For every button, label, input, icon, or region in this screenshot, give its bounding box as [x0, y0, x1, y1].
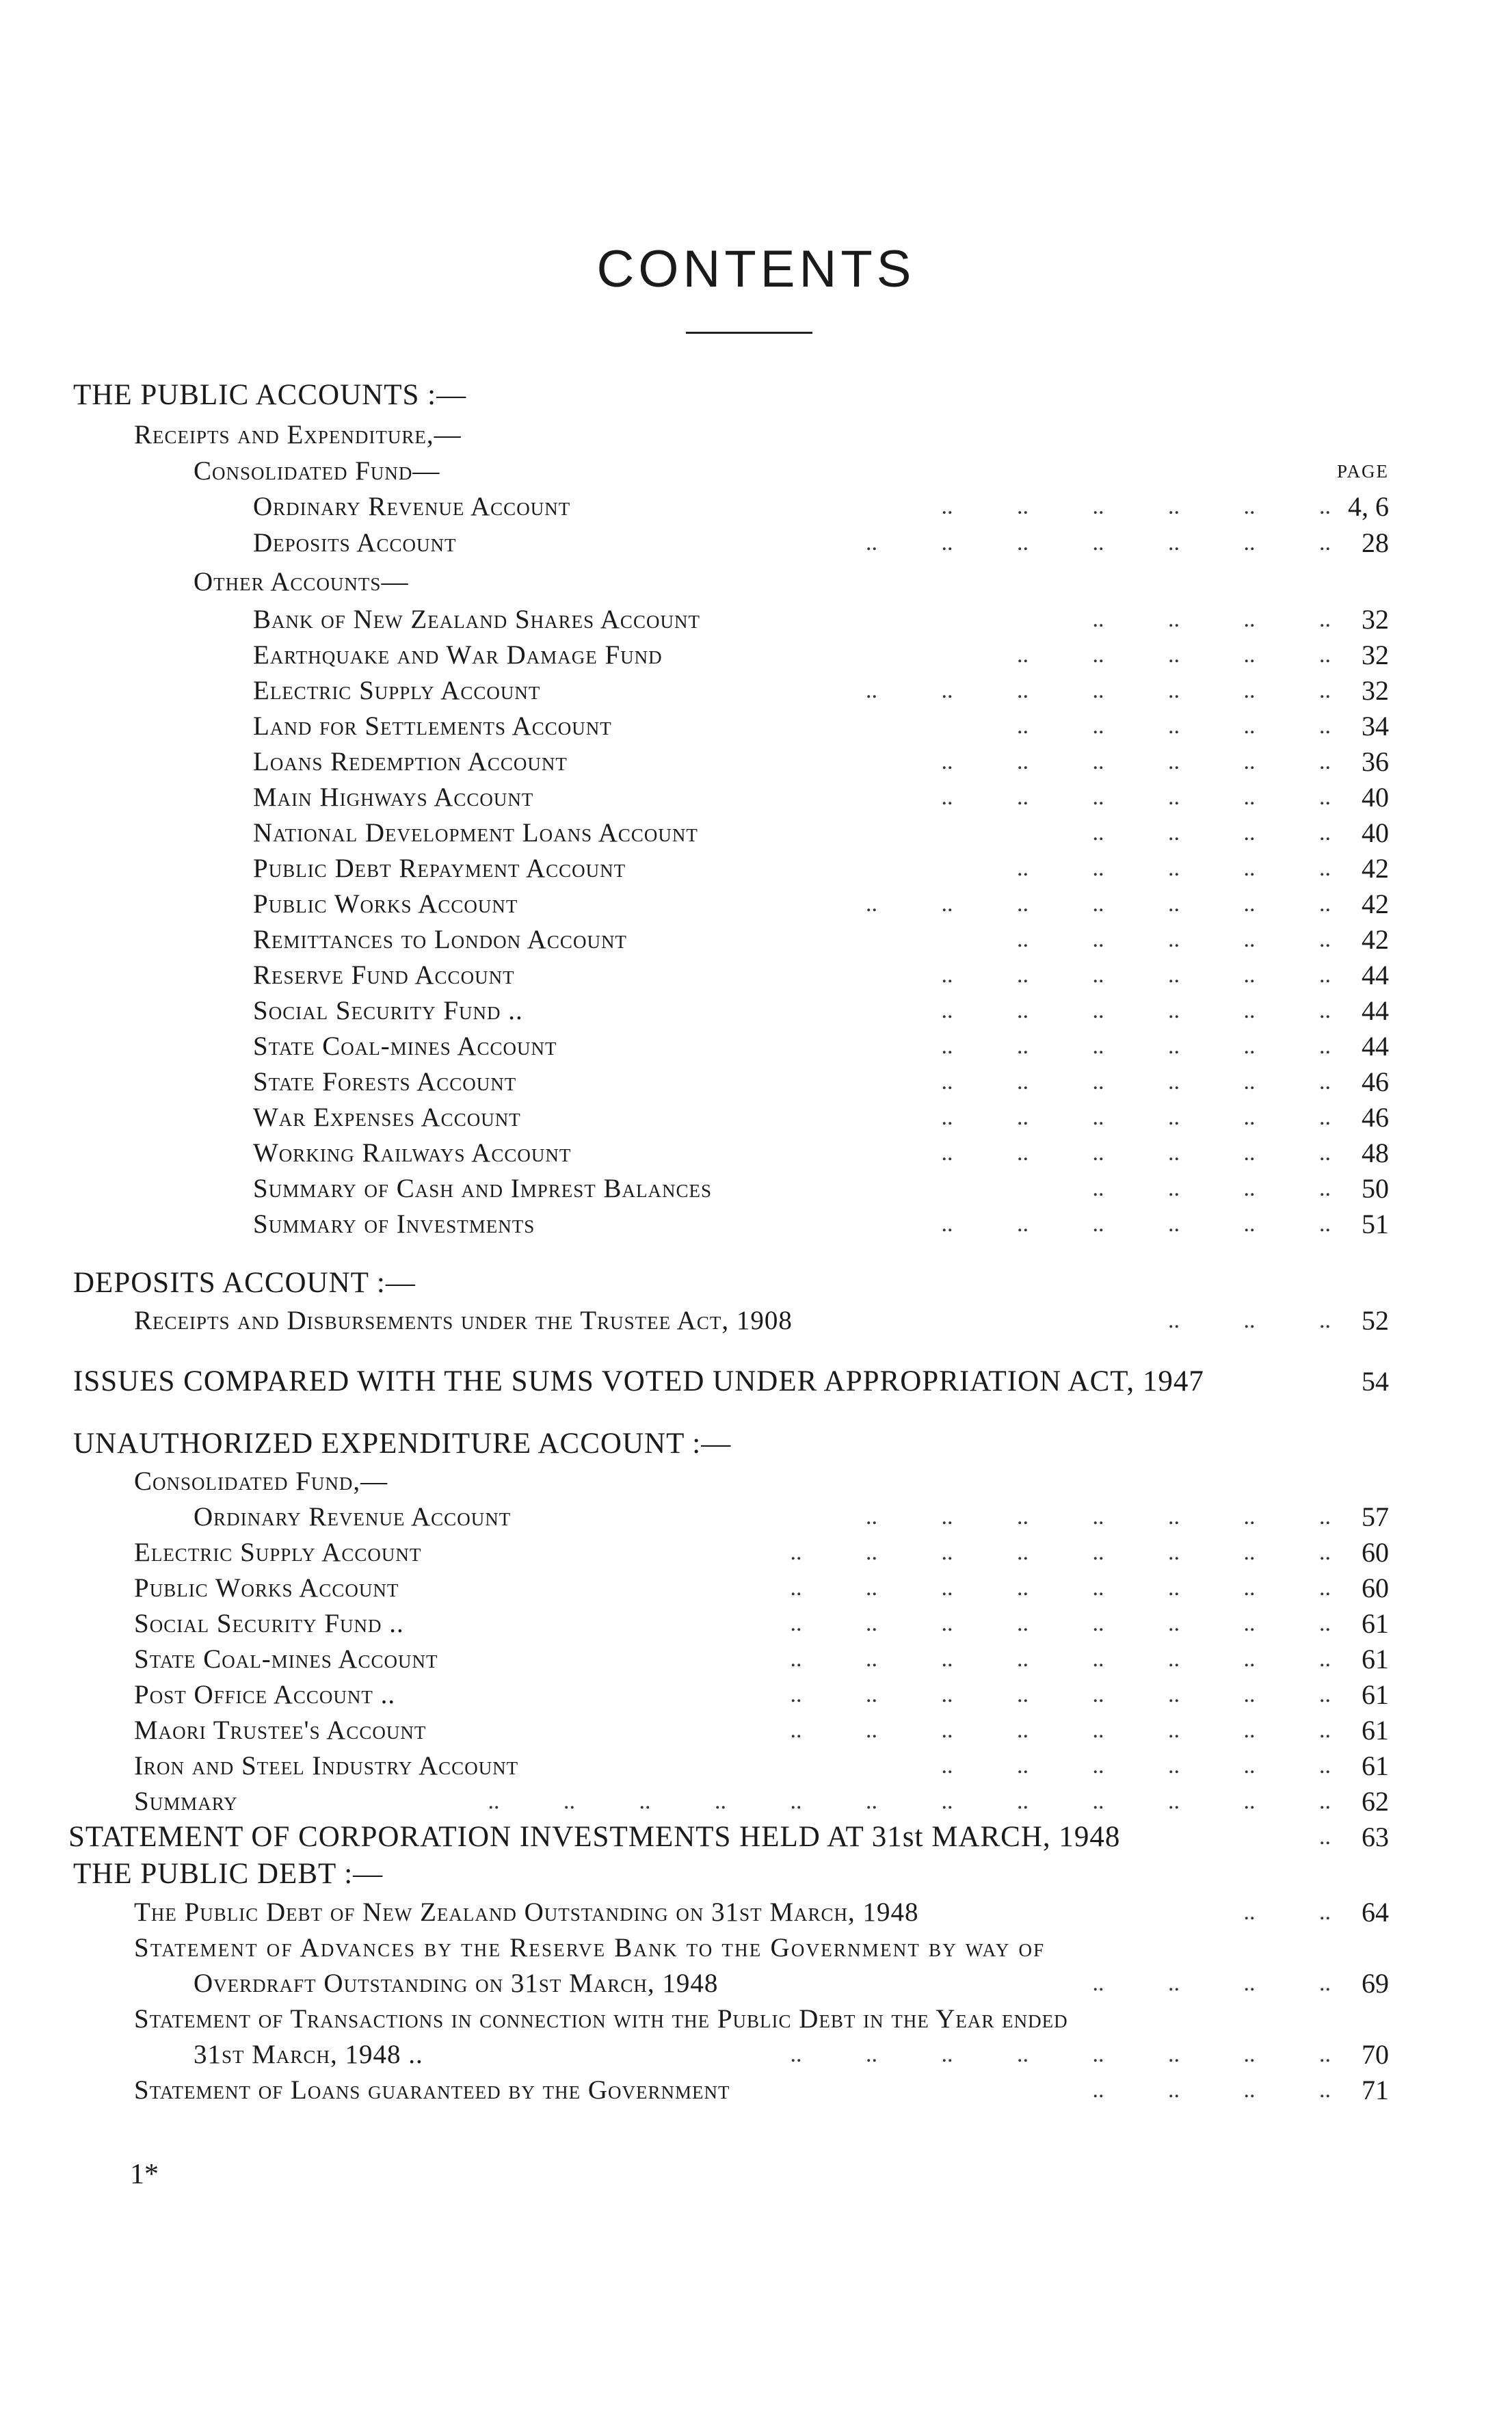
- toc-entry[interactable]: [0, 1966, 1512, 2001]
- toc-entry[interactable]: [0, 1748, 1512, 1784]
- toc-entry[interactable]: [0, 851, 1512, 886]
- toc-entry-title: Deposits Account: [253, 528, 457, 557]
- toc-entry-page: 69: [1362, 1968, 1389, 1999]
- toc-entry-title: Statement of Transactions in connection with the Public Debt in the Year ended: [134, 2004, 1068, 2034]
- toc-entry[interactable]: [0, 1535, 1512, 1571]
- toc-entry[interactable]: [0, 1606, 1512, 1642]
- toc-entry[interactable]: [0, 1100, 1512, 1135]
- leader-dots: .. .. .. .. .. ..: [941, 998, 1331, 1023]
- leader-dots: .. .. .. .. .. .. .. ..: [790, 1682, 1331, 1707]
- toc-entry-page: 57: [1362, 1501, 1389, 1532]
- toc-entry-title: Public Debt Repayment Account: [253, 854, 626, 883]
- toc-entry-title: Post Office Account ..: [134, 1680, 396, 1709]
- toc-entry-title: State Coal-mines Account: [134, 1644, 438, 1674]
- toc-entry-title: War Expenses Account: [253, 1103, 521, 1132]
- toc-entry-title: Statement of Loans guaranteed by the Government: [134, 2075, 730, 2105]
- toc-entry-title: Statement of Advances by the Reserve Bank to the Government by way of: [134, 1933, 1046, 1962]
- toc-entry-page: 71: [1362, 2075, 1389, 2105]
- toc-entry-page: 42: [1362, 889, 1389, 919]
- toc-entry[interactable]: [0, 709, 1512, 744]
- toc-entry[interactable]: [0, 1571, 1512, 1606]
- leader-dots: .. .. .. .. .. ..: [941, 1753, 1331, 1778]
- toc-entry-page: 40: [1362, 817, 1389, 848]
- toc-entry-title: Main Highways Account: [253, 783, 534, 812]
- toc-entry-page: 60: [1362, 1573, 1389, 1603]
- toc-entry-page: 32: [1362, 675, 1389, 706]
- toc-heading-text: UNAUTHORIZED EXPENDITURE ACCOUNT :—: [73, 1428, 732, 1460]
- page-title: CONTENTS: [596, 240, 916, 298]
- toc-entry-page: 28: [1362, 527, 1389, 558]
- toc-entry-page: 40: [1362, 782, 1389, 813]
- toc-entry-page: 32: [1362, 640, 1389, 670]
- toc-entry-title: Public Works Account: [134, 1573, 399, 1603]
- toc-entry-title: ISSUES COMPARED WITH THE SUMS VOTED UNDER APPROPRIATION ACT, 1947: [73, 1365, 1204, 1397]
- leader-dots: .. .. .. .. ..: [1017, 713, 1331, 739]
- toc-entry-title: Overdraft Outstanding on 31st March, 1948: [194, 1969, 719, 1998]
- toc-heading-text: THE PUBLIC ACCOUNTS :—: [73, 379, 467, 411]
- toc-subheading: [0, 454, 1512, 489]
- toc-entry-page: 51: [1362, 1209, 1389, 1239]
- page-folio: 1*: [130, 2159, 159, 2190]
- toc-entry[interactable]: [0, 1171, 1512, 1207]
- toc-entry-title: Summary: [134, 1787, 238, 1816]
- toc-entry[interactable]: [0, 1677, 1512, 1713]
- toc-entry-page: 36: [1362, 746, 1389, 777]
- toc-entry[interactable]: [0, 2073, 1512, 2108]
- toc-subheading-text: Receipts and Expenditure,—: [134, 420, 462, 449]
- toc-entry-page: 61: [1362, 1679, 1389, 1710]
- leader-dots: .. .. .. .. .. .. ..: [866, 678, 1331, 703]
- toc-entry[interactable]: [0, 1064, 1512, 1100]
- toc-entry-page: 44: [1362, 1031, 1389, 1062]
- toc-entry-page: 4, 6: [1348, 491, 1389, 522]
- toc-heading: [0, 1265, 1512, 1301]
- leader-dots: .. .. .. .. ..: [1017, 642, 1331, 668]
- toc-entry[interactable]: [0, 744, 1512, 780]
- toc-heading-text: DEPOSITS ACCOUNT :—: [73, 1267, 416, 1299]
- toc-subheading: [0, 564, 1512, 600]
- toc-entry-title: 31st March, 1948 ..: [194, 2040, 423, 2069]
- leader-dots: .. .. .. ..: [1092, 1971, 1331, 1996]
- toc-entry[interactable]: [0, 1819, 1512, 1855]
- toc-entry-page: 60: [1362, 1537, 1389, 1568]
- toc-entry-title: Social Security Fund ..: [253, 996, 523, 1025]
- toc-entry-title: Iron and Steel Industry Account: [134, 1751, 519, 1780]
- toc-entry-title: Reserve Fund Account: [253, 960, 515, 990]
- toc-heading: [0, 1426, 1512, 1462]
- leader-dots: .. .. .. .. .. ..: [941, 1105, 1331, 1130]
- toc-entry-page: 62: [1362, 1786, 1389, 1817]
- leader-dots: .. .. .. .. .. .. .. ..: [790, 1646, 1331, 1672]
- title-rule: [686, 332, 812, 334]
- toc-entry-continued: [0, 2001, 1512, 2037]
- leader-dots: .. .. .. .. .. ..: [941, 1069, 1331, 1094]
- leader-dots: .. .. .. ..: [1092, 2077, 1331, 2103]
- leader-dots: .. .. .. .. .. ..: [941, 785, 1331, 810]
- toc-subheading: [0, 1464, 1512, 1499]
- toc-entry-title: Maori Trustee's Account: [134, 1716, 427, 1745]
- toc-entry-title: Public Works Account: [253, 889, 518, 919]
- leader-dots: .. .. .. .. .. ..: [941, 749, 1331, 774]
- toc-entry-title: Electric Supply Account: [253, 676, 541, 705]
- toc-entry-page: 48: [1362, 1138, 1389, 1168]
- toc-entry-page: 32: [1362, 604, 1389, 635]
- leader-dots: .. .. .. .. .. ..: [941, 1034, 1331, 1059]
- toc-subheading-text: Consolidated Fund—: [194, 456, 440, 486]
- toc-entry[interactable]: [0, 886, 1512, 922]
- leader-dots: .. .. .. .. .. .. ..: [866, 530, 1331, 555]
- leader-dots: .. .. .. ..: [1092, 607, 1331, 632]
- toc-entry[interactable]: [0, 1207, 1512, 1242]
- toc-entry-title: Earthquake and War Damage Fund: [253, 640, 663, 670]
- leader-dots: .. ..: [1243, 1900, 1331, 1925]
- toc-entry[interactable]: [0, 780, 1512, 815]
- toc-entry[interactable]: [0, 1364, 1512, 1399]
- toc-entry-title: Remittances to London Account: [253, 925, 627, 954]
- toc-entry-title: Electric Supply Account: [134, 1538, 422, 1567]
- toc-subheading: [0, 417, 1512, 453]
- toc-entry-page: 44: [1362, 995, 1389, 1026]
- toc-entry-title: Bank of New Zealand Shares Account: [253, 605, 700, 634]
- toc-entry[interactable]: [0, 489, 1512, 525]
- toc-entry-title: Ordinary Revenue Account: [194, 1502, 512, 1532]
- toc-entry-title: Summary of Cash and Imprest Balances: [253, 1174, 713, 1203]
- leader-dots: .. .. ..: [1168, 1308, 1331, 1333]
- leader-dots: .. .. .. .. ..: [1017, 927, 1331, 952]
- toc-entry[interactable]: [0, 1029, 1512, 1064]
- toc-entry-title: Social Security Fund ..: [134, 1609, 404, 1638]
- toc-entry[interactable]: [0, 922, 1512, 958]
- toc-entry-page: 61: [1362, 1608, 1389, 1639]
- toc-entry-page: 70: [1362, 2039, 1389, 2070]
- toc-entry-page: 44: [1362, 960, 1389, 990]
- page-column-heading: PAGE: [1336, 461, 1389, 482]
- leader-dots: .. .. .. .. .. ..: [941, 494, 1331, 519]
- toc-entry[interactable]: [0, 1499, 1512, 1535]
- toc-entry-title: State Coal-mines Account: [253, 1031, 557, 1061]
- toc-entry-title: Loans Redemption Account: [253, 747, 568, 776]
- toc-entry[interactable]: [0, 602, 1512, 638]
- toc-entry-page: 34: [1362, 711, 1389, 741]
- toc-subheading-text: Consolidated Fund,—: [134, 1467, 388, 1496]
- toc-entry-title: National Development Loans Account: [253, 818, 698, 847]
- leader-dots: .. .. .. .. .. .. .. ..: [790, 1611, 1331, 1636]
- leader-dots: ..: [1319, 1824, 1331, 1850]
- leader-dots: .. .. .. .. .. ..: [941, 1140, 1331, 1166]
- leader-dots: .. .. .. .. .. .. ..: [866, 891, 1331, 917]
- toc-entry-page: 64: [1362, 1897, 1389, 1928]
- leader-dots: .. .. .. .. ..: [1017, 856, 1331, 881]
- toc-entry-title: Ordinary Revenue Account: [253, 492, 571, 521]
- toc-entry-title: Receipts and Disbursements under the Trustee Act, 1908: [134, 1306, 793, 1335]
- toc-subheading-text: Other Accounts—: [194, 567, 409, 596]
- toc-entry-page: 61: [1362, 1750, 1389, 1781]
- leader-dots: .. .. .. .. .. .. .. ..: [790, 1540, 1331, 1565]
- toc-entry-title: Land for Settlements Account: [253, 711, 612, 741]
- toc-entry-page: 46: [1362, 1066, 1389, 1097]
- leader-dots: .. .. .. .. .. ..: [941, 1211, 1331, 1237]
- leader-dots: .. .. .. .. .. .. ..: [866, 1504, 1331, 1529]
- toc-entry-page: 54: [1362, 1366, 1389, 1397]
- toc-entry-page: 42: [1362, 924, 1389, 955]
- toc-entry-page: 52: [1362, 1305, 1389, 1336]
- toc-entry[interactable]: [0, 993, 1512, 1029]
- leader-dots: .. .. .. .. .. .. .. ..: [790, 2042, 1331, 2067]
- toc-entry[interactable]: [0, 1135, 1512, 1171]
- leader-dots: .. .. .. .. .. .. .. .. .. .. .. ..: [488, 1789, 1331, 1814]
- toc-heading: [0, 1856, 1512, 1892]
- toc-entry[interactable]: [0, 1713, 1512, 1748]
- toc-entry[interactable]: [0, 1895, 1512, 1930]
- toc-entry-page: 63: [1362, 1822, 1389, 1852]
- toc-entry-title: Working Railways Account: [253, 1138, 572, 1168]
- toc-entry-title: State Forests Account: [253, 1067, 517, 1096]
- toc-entry[interactable]: [0, 525, 1512, 561]
- leader-dots: .. .. .. .. .. .. .. ..: [790, 1718, 1331, 1743]
- toc-entry-page: 50: [1362, 1173, 1389, 1204]
- toc-entry[interactable]: [0, 638, 1512, 673]
- toc-entry[interactable]: [0, 1784, 1512, 1819]
- toc-entry[interactable]: [0, 958, 1512, 993]
- toc-entry-page: 42: [1362, 853, 1389, 884]
- toc-entry[interactable]: [0, 1642, 1512, 1677]
- toc-entry[interactable]: [0, 1303, 1512, 1339]
- toc-entry-page: 61: [1362, 1715, 1389, 1746]
- toc-heading: [0, 378, 1512, 413]
- toc-entry-title: STATEMENT OF CORPORATION INVESTMENTS HELD AT 31st MARCH, 1948: [68, 1821, 1121, 1853]
- toc-entry-page: 46: [1362, 1102, 1389, 1133]
- toc-entry-page: 61: [1362, 1644, 1389, 1674]
- toc-entry[interactable]: [0, 815, 1512, 851]
- toc-entry[interactable]: [0, 2037, 1512, 2073]
- leader-dots: .. .. .. ..: [1092, 1176, 1331, 1201]
- leader-dots: .. .. .. ..: [1092, 820, 1331, 845]
- leader-dots: .. .. .. .. .. .. .. ..: [790, 1575, 1331, 1601]
- toc-entry-continued: [0, 1930, 1512, 1966]
- toc-entry[interactable]: [0, 673, 1512, 709]
- toc-heading-text: THE PUBLIC DEBT :—: [73, 1858, 384, 1890]
- leader-dots: .. .. .. .. .. ..: [941, 962, 1331, 988]
- toc-entry-title: The Public Debt of New Zealand Outstanding on 31st March, 1948: [134, 1897, 919, 1927]
- toc-entry-title: Summary of Investments: [253, 1209, 535, 1239]
